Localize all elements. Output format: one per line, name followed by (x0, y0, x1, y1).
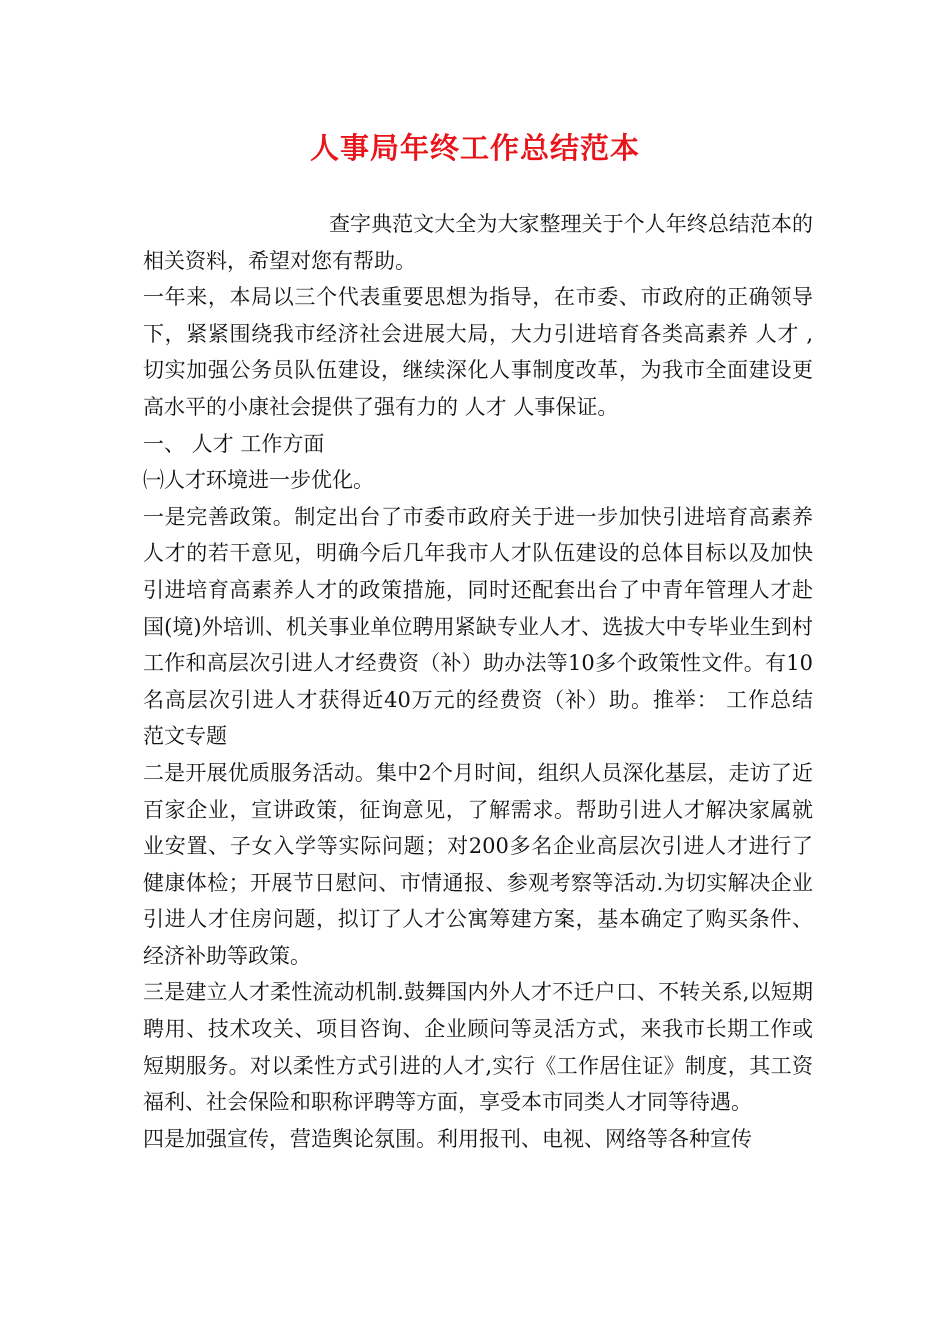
document-title: 人事局年终工作总结范本 (309, 131, 640, 165)
intro-paragraph: 查字典范文大全为大家整理关于个人年终总结范本的相关资料，希望对您有帮助。 (143, 212, 813, 273)
subsection-heading: ㈠人才环境进一步优化。 (143, 468, 374, 493)
document-body (143, 206, 813, 1157)
publicity-paragraph: 四是加强宣传，营造舆论氛围。利用报刊、电视、网络等各种宣传 (143, 1126, 752, 1151)
overview-paragraph: 一年来，本局以三个代表重要思想为指导，在市委、市政府的正确领导下，紧紧围绕我市经济社会进展大局，大力引进培育各类高素养 人才 ,切实加强公务员队伍建设，继续深化人事制度改革，为我市全面建设更高水平的小康社会提供了强有力的 人才 人事保证。 (143, 285, 813, 419)
service-paragraph: 二是开展优质服务活动。集中2个月时间，组织人员深化基层，走访了近百家企业，宣讲政策，征询意见，了解需求。帮助引进人才解决家属就业安置、子女入学等实际问题；对200多名企业高层次引进人才进行了健康体检；开展节日慰问、市情通报、参观考察等活动.为切实解决企业引进人才住房问题，拟订了人才公寓筹建方案，基本确定了购买条件、经济补助等政策。 (143, 760, 813, 968)
section-heading: 一、 人才 工作方面 (143, 431, 325, 456)
policy-paragraph: 一是完善政策。制定出台了市委市政府关于进一步加快引进培育高素养人才的若干意见，明确今后几年我市人才队伍建设的总体目标以及加快引进培育高素养人才的政策措施，同时还配套出台了中青年管理人才赴国(境)外培训、机关事业单位聘用紧缺专业人才、选拔大中专毕业生到村工作和高层次引进人才经费资（补）助办法等10多个政策性文件。有10名高层次引进人才获得近40万元的经费资（补）助。推举： 工作总结 范文专题 (143, 504, 813, 749)
flexible-mechanism-paragraph: 三是建立人才柔性流动机制.鼓舞国内外人才不迁户口、不转关系,以短期聘用、技术攻关、项目咨询、企业顾问等灵活方式，来我市长期工作或短期服务。对以柔性方式引进的人才,实行《工作居住证》制度，其工资福利、社会保险和职称评聘等方面，享受本市同类人才同等待遇。 (143, 980, 813, 1115)
